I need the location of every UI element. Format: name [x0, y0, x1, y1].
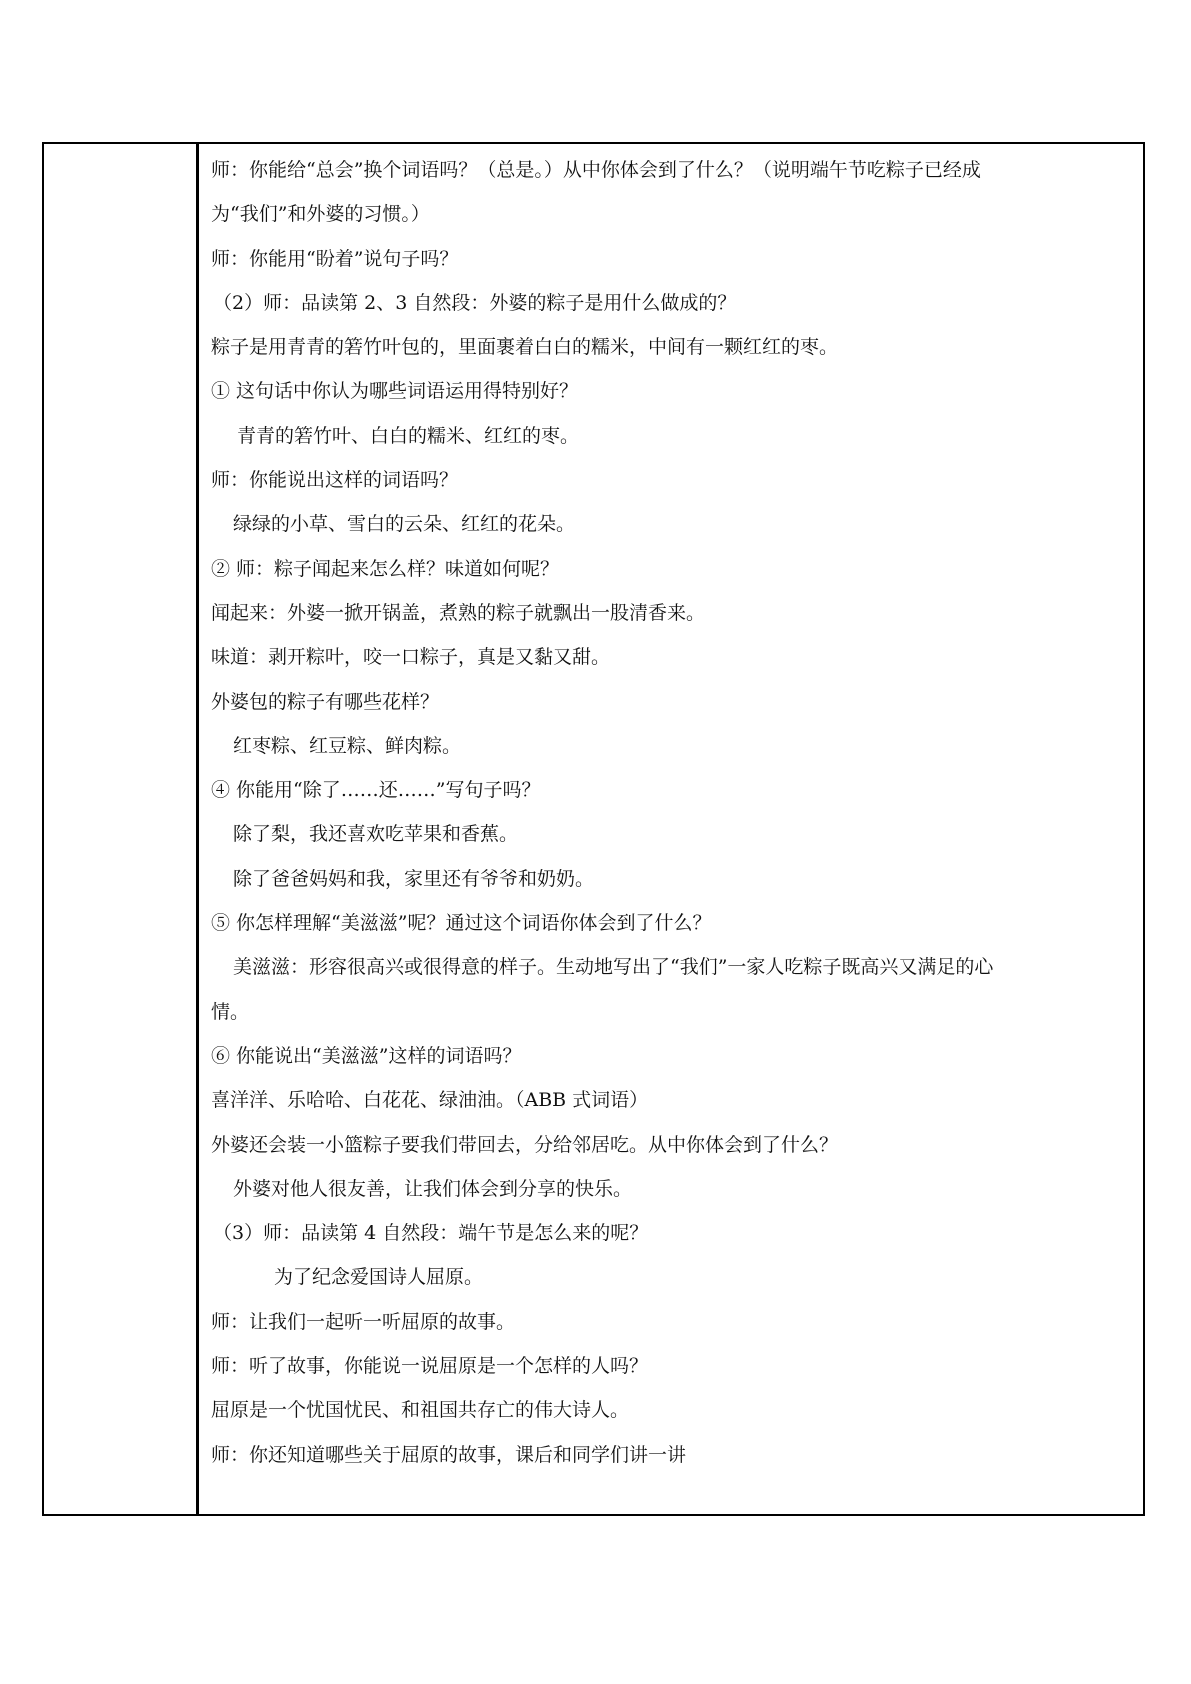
text-line: 美滋滋：形容很高兴或很得意的样子。生动地写出了“我们”一家人吃粽子既高兴又满足的心	[233, 956, 994, 979]
text-line: 情。	[211, 1000, 250, 1023]
text-line: （3）师：品读第 4 自然段：端午节是怎么来的呢？	[213, 1222, 649, 1245]
text-line: 为了纪念爱国诗人屈原。	[274, 1266, 484, 1289]
text-line: ① 这句话中你认为哪些词语运用得特别好？	[211, 380, 579, 403]
text-line: 师：你能给“总会”换个词语吗？（总是。）从中你体会到了什么？（说明端午节吃粽子已经成	[211, 159, 981, 181]
text-line: 屈原是一个忧国忧民、和祖国共存亡的伟大诗人。	[211, 1399, 630, 1422]
text-line: ④ 你能用“除了……还……”写句子吗？	[211, 779, 541, 802]
text-line: 粽子是用青青的箬竹叶包的，里面裹着白白的糯米，中间有一颗红红的枣。	[211, 336, 839, 359]
lesson-table	[42, 142, 1145, 1516]
text-line: 除了爸爸妈妈和我，家里还有爷爷和奶奶。	[233, 867, 595, 890]
text-line: 红枣粽、红豆粽、鲜肉粽。	[233, 734, 462, 757]
text-line: 师：你能说出这样的词语吗？	[211, 469, 459, 492]
lesson-content-cell	[211, 148, 1139, 1477]
text-line: 外婆包的粽子有哪些花样？	[211, 690, 440, 713]
text-line: 外婆对他人很友善，让我们体会到分享的快乐。	[233, 1177, 633, 1200]
column-divider	[196, 144, 199, 1514]
text-line: 闻起来：外婆一掀开锅盖，煮熟的粽子就飘出一股清香来。	[211, 601, 706, 624]
text-line: ② 师：粽子闻起来怎么样？味道如何呢？	[211, 557, 560, 580]
text-line: ⑤ 你怎样理解“美滋滋”呢？通过这个词语你体会到了什么？	[211, 912, 712, 935]
text-line: 喜洋洋、乐哈哈、白花花、绿油油。（ABB 式词语）	[211, 1089, 649, 1112]
text-line: （2）师：品读第 2、3 自然段：外婆的粽子是用什么做成的？	[213, 291, 737, 314]
text-line: 师：你能用“盼着”说句子吗？	[211, 247, 459, 270]
text-line: 绿绿的小草、雪白的云朵、红红的花朵。	[233, 513, 576, 536]
text-line: 青青的箬竹叶、白白的糯米、红红的枣。	[237, 424, 580, 447]
text-line: 外婆还会装一小篮粽子要我们带回去，分给邻居吃。从中你体会到了什么？	[211, 1133, 839, 1156]
text-line: ⑥ 你能说出“美滋滋”这样的词语吗？	[211, 1044, 522, 1067]
text-line: 师：让我们一起听一听屈原的故事。	[211, 1310, 516, 1333]
text-line: 为“我们”和外婆的习惯。）	[211, 203, 430, 226]
text-line: 师：你还知道哪些关于屈原的故事，课后和同学们讲一讲	[211, 1443, 687, 1466]
text-line: 除了梨，我还喜欢吃苹果和香蕉。	[233, 823, 519, 846]
text-line: 味道：剥开粽叶，咬一口粽子，真是又黏又甜。	[211, 646, 611, 669]
text-line: 师：听了故事，你能说一说屈原是一个怎样的人吗？	[211, 1355, 649, 1378]
